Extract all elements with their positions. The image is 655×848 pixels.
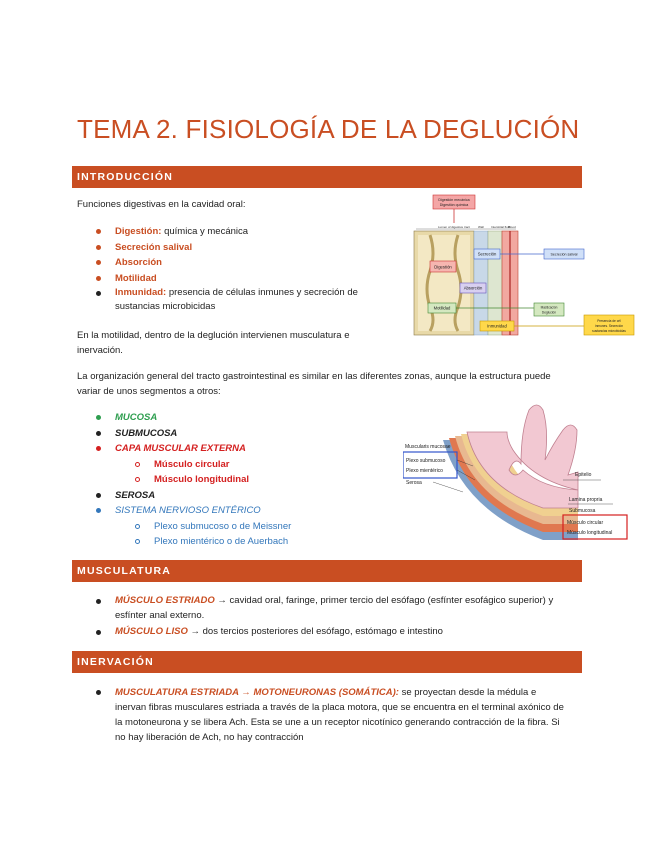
diagram-header-blood: Blood (508, 225, 516, 229)
diagram-label-secrecion: Secreción (477, 251, 497, 257)
list-item-capa-muscular: CAPA MUSCULAR EXTERNA (94, 441, 394, 457)
list-item-auerbach: Plexo mientérico o de Auerbach (94, 534, 394, 550)
diagram-label-serosa: Serosa (406, 480, 422, 486)
diagram-label-top1: Digestión mecánica (438, 198, 470, 202)
page-title: TEMA 2. FISIOLOGÍA DE LA DEGLUCIÓN (77, 114, 580, 144)
section-header-musculatura: MUSCULATURA (72, 560, 582, 582)
digestive-functions-diagram (408, 193, 638, 339)
list-item: MÚSCULO ESTRIADO → cavidad oral, faringe, primer tercio del esófago (esfínter esofágico superior) y esfínter anal externo. (94, 594, 554, 623)
diagram-header-interstitial: Interstitial fluid (491, 225, 511, 229)
list-item: Inmunidad: presencia de células inmunes y secreción de sustancias microbicidas (94, 286, 394, 314)
inervacion-list (94, 685, 564, 745)
diagram-label-secrecion-salival: Secreción salival (550, 252, 578, 257)
diagram-header-wall: Wall (478, 225, 484, 229)
diagram-label-presencia2: inmunes. Secreción (595, 324, 623, 328)
list-item-submucosa: SUBMUCOSA (94, 426, 394, 442)
list-item-meissner: Plexo submucoso o de Meissner (94, 519, 394, 535)
section-header-inervacion: INERVACIÓN (72, 651, 582, 673)
list-item-mucosa: MUCOSA (94, 410, 394, 426)
list-item: Secreción salival (94, 240, 394, 256)
diagram-label-absorcion: Absorción (463, 285, 483, 291)
diagram-label-submucosa: Submucosa (569, 508, 596, 514)
list-item-circular: Músculo circular (94, 457, 394, 473)
gi-wall-layers-diagram (403, 400, 633, 548)
list-item: MUSCULATURA ESTRIADA → MOTONEURONAS (SOMÁTICA): se proyectan desde la médula e inervan fibras musculares estriada a través de la placa motora, que se encuentra en el terminal axónico de la motoneurona y se libera Ach. Esta se une a un receptor nicotínico generando contracción de la fibra. Si no hay liberación de Ach, no hay contracción (94, 685, 564, 745)
list-item: Digestión: química y mecánica (94, 224, 394, 240)
list-item-serosa: SEROSA (94, 488, 394, 504)
list-item: Motilidad (94, 271, 394, 287)
diagram-label-plexo-mienterico: Plexo mientérico (406, 468, 443, 474)
diagram-label-muscularis-mucosae: Muscularis mucosae (405, 444, 451, 450)
diagram-header-lumen: Lumen of digestive tract (438, 225, 470, 229)
musculatura-list (94, 594, 554, 640)
diagram-label-presencia1: Presencia de cél (597, 319, 621, 323)
list-item: MÚSCULO LISO → dos tercios posteriores del esófago, estómago e intestino (94, 625, 554, 640)
diagram-label-inmunidad: Inmunidad (487, 323, 507, 329)
diagram-label-plexo-submucoso: Plexo submucoso (406, 458, 446, 464)
diagram-label-epitelio: Epitelio (575, 472, 592, 478)
list-item-sne: SISTEMA NERVIOSO ENTÉRICO (94, 503, 394, 519)
diagram-label-masticacion1: Masticación (540, 305, 558, 310)
list-item: Absorción (94, 255, 394, 271)
diagram-label-top2: Digestión química (439, 203, 469, 207)
organization-note: La organización general del tracto gastrointestinal es similar en las diferentes zonas, aunque la estructura puede variar de unos segmentos a otros: (77, 371, 551, 397)
diagram-label-musculo-longitudinal: Músculo longitudinal (567, 530, 613, 536)
diagram-label-musculo-circular: Músculo circular (567, 520, 604, 526)
section-header-introduccion: INTRODUCCIÓN (72, 166, 582, 188)
functions-list (94, 224, 394, 314)
motility-note: En la motilidad, dentro de la deglución intervienen musculatura e inervación. (77, 330, 350, 356)
diagram-label-masticacion2: Deglución (541, 310, 557, 315)
list-item-longitudinal: Músculo longitudinal (94, 472, 394, 488)
diagram-label-lamina-propria: Lamina propria (569, 497, 603, 503)
diagram-label-digestion: Digestión (434, 264, 452, 270)
diagram-label-presencia3: sustancias microbicidas (592, 329, 626, 333)
layers-list (94, 410, 394, 550)
diagram-label-motilidad: Motilidad (433, 305, 451, 311)
intro-lead: Funciones digestivas en la cavidad oral: (77, 199, 246, 210)
